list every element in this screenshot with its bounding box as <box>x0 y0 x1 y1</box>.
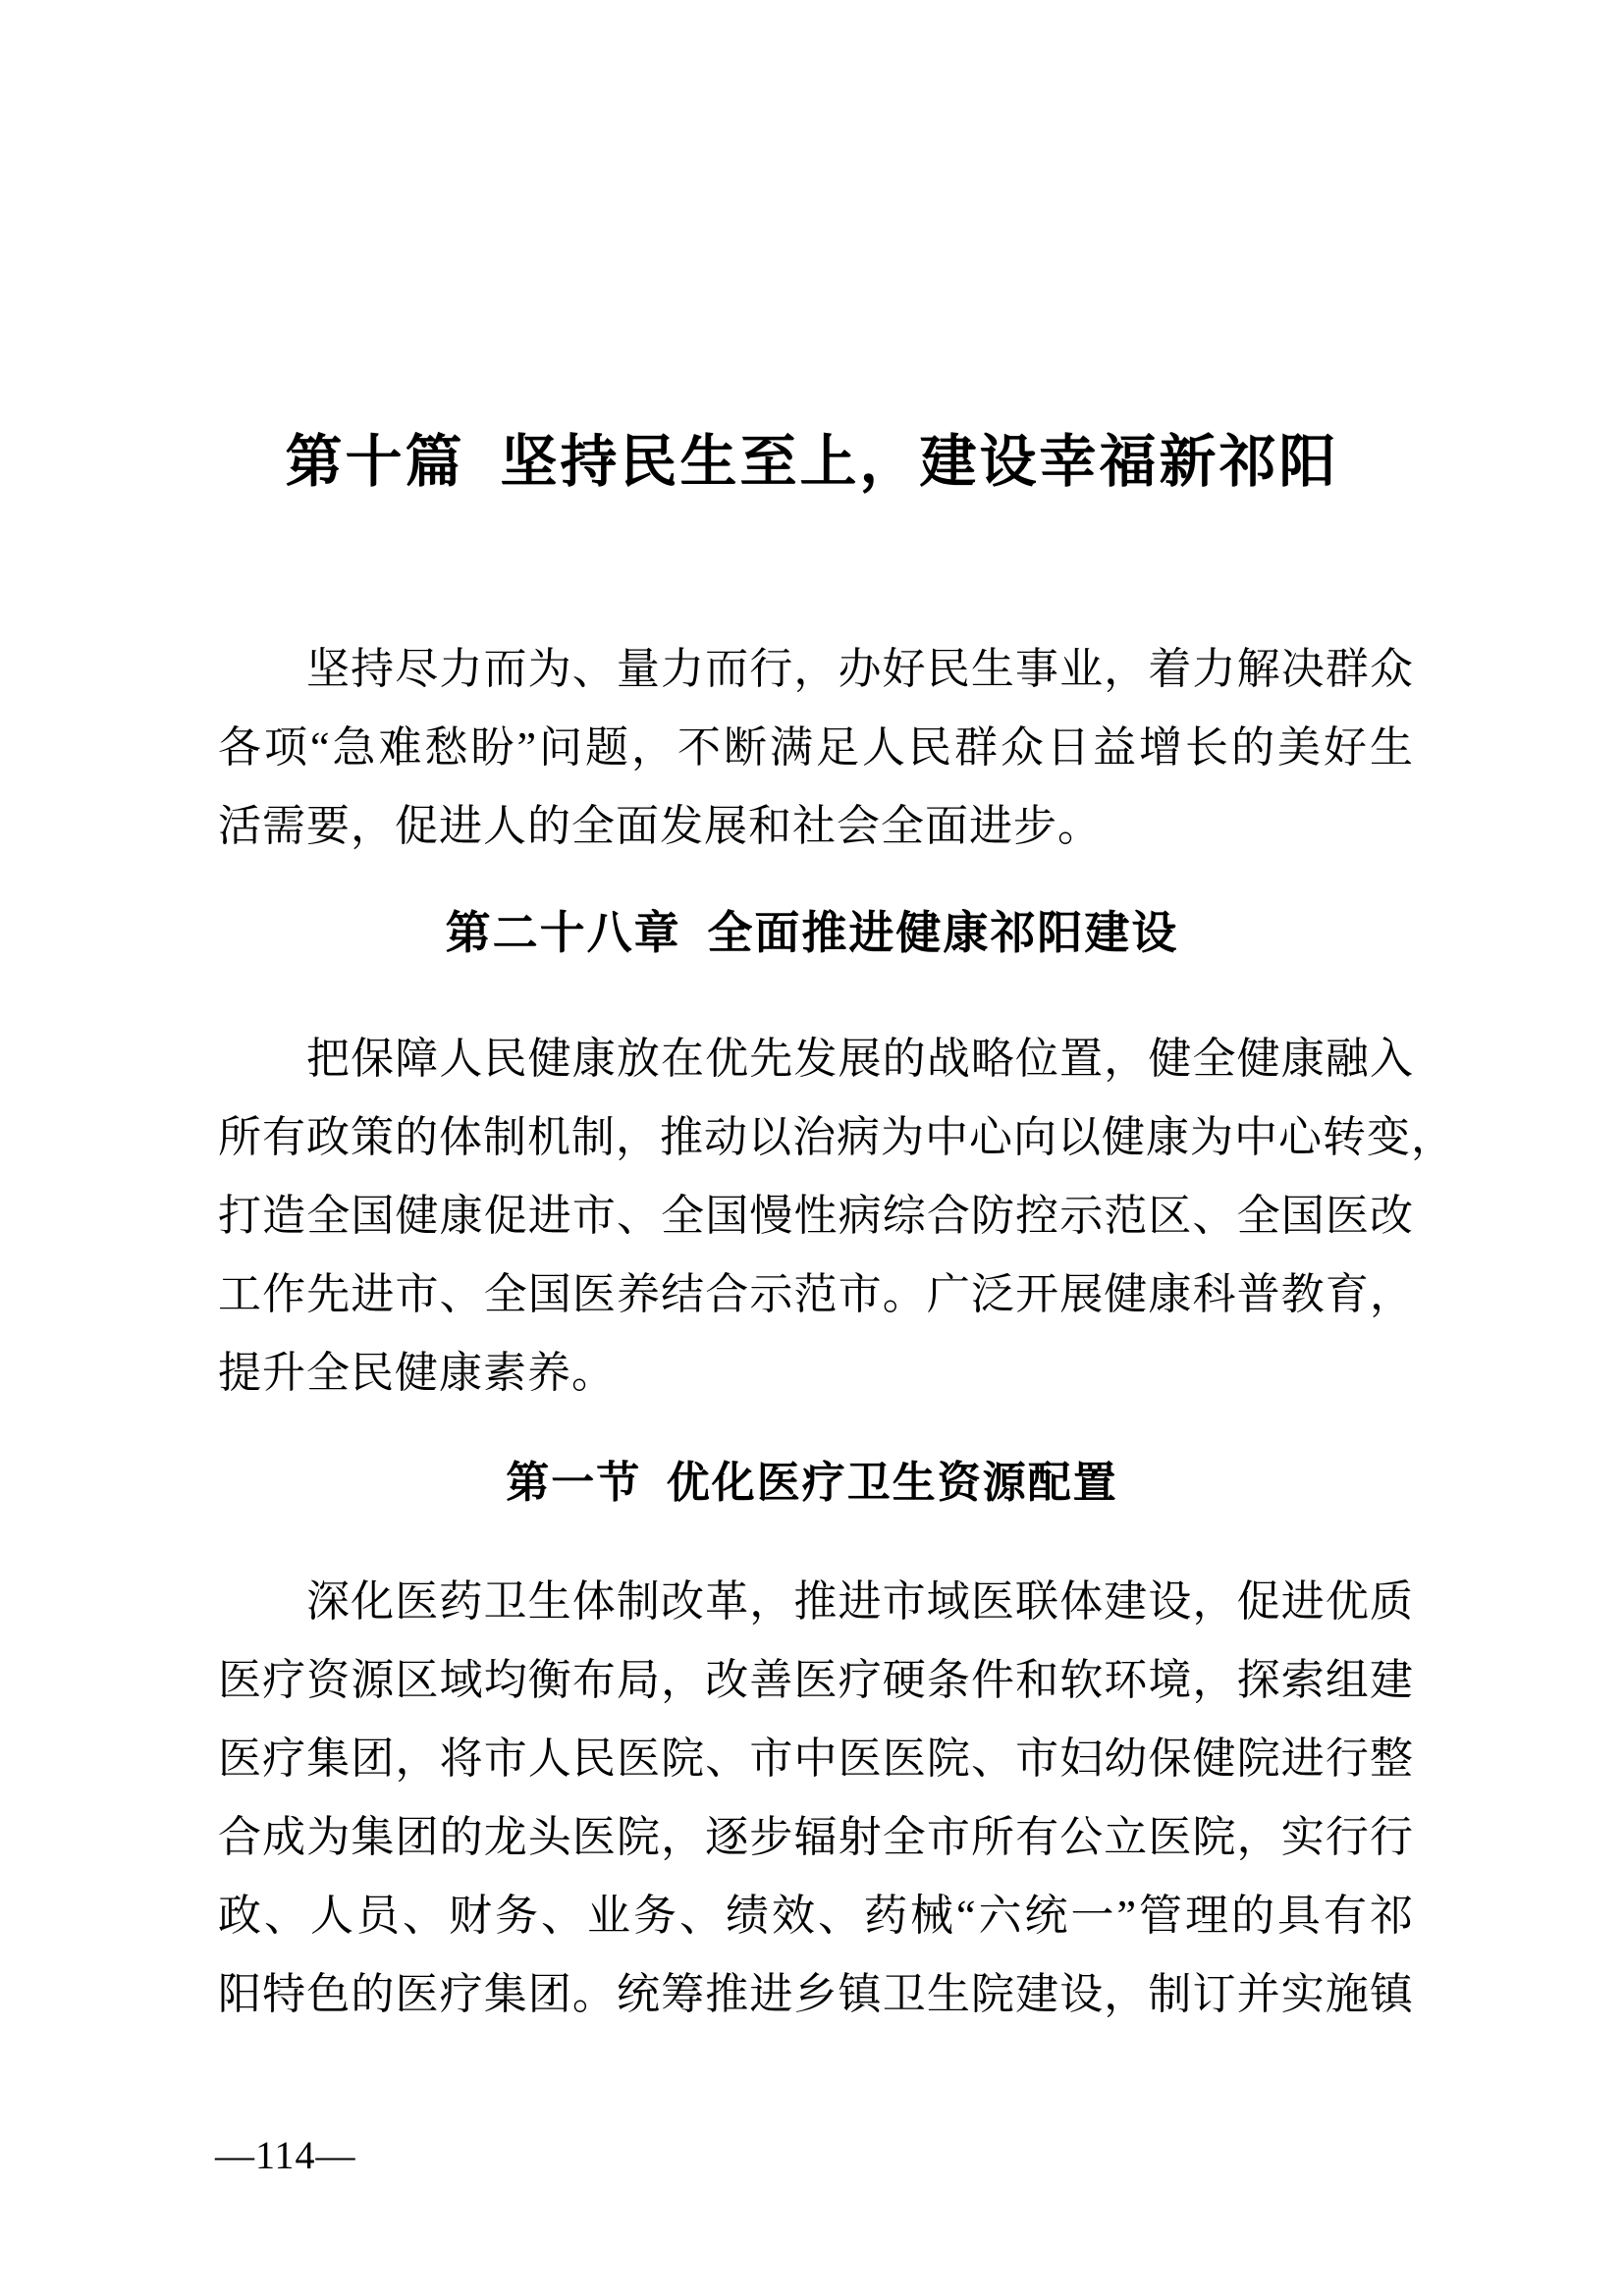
paragraph-line: 政、人员、财务、业务、绩效、药械“六统一”管理的具有祁 <box>218 1892 1414 1940</box>
paragraph-line: 各项“急难愁盼”问题，不断满足人民群众日益增长的美好生 <box>218 723 1414 772</box>
paragraph-line: 把保障人民健康放在优先发展的战略位置，健全健康融入 <box>306 1035 1414 1083</box>
paragraph-line: 所有政策的体制机制，推动以治病为中心向以健康为中心转变， <box>218 1113 1455 1161</box>
section-paragraph <box>218 1563 1414 2034</box>
paragraph-line: 打造全国健康促进市、全国慢性病综合防控示范区、全国医改 <box>218 1192 1414 1240</box>
paragraph-line: 活需要，促进人的全面发展和社会全面进步。 <box>218 802 1102 850</box>
paragraph-line: 坚持尽力而为、量力而行，办好民生事业，着力解决群众 <box>306 645 1414 693</box>
chapter-heading-text: 全面推进健康祁阳建设 <box>707 907 1179 958</box>
part-title-label: 第十篇 <box>285 430 465 494</box>
paragraph-line: 提升全民健康素养。 <box>218 1349 616 1397</box>
paragraph-line: 医疗集团，将市人民医院、市中医医院、市妇幼保健院进行整 <box>218 1735 1414 1783</box>
chapter-heading-label: 第二十八章 <box>445 907 681 958</box>
section-heading <box>0 1457 1624 1510</box>
section-heading-label: 第一节 <box>506 1459 642 1507</box>
paragraph-line: 合成为集团的龙头医院，逐步辐射全市所有公立医院，实行行 <box>218 1813 1414 1861</box>
paragraph-line: 深化医药卫生体制改革，推进市域医联体建设，促进优质 <box>306 1577 1414 1626</box>
page-number: —114— <box>215 2133 356 2177</box>
part-title <box>0 428 1624 497</box>
paragraph-line: 工作先进市、全国医养结合示范市。广泛开展健康科普教育， <box>218 1270 1414 1318</box>
chapter-paragraph <box>218 1020 1455 1413</box>
part-title-text: 坚持民生至上，建设幸福新祁阳 <box>500 430 1339 494</box>
paragraph-line: 医疗资源区域均衡布局，改善医疗硬条件和软环境，探索组建 <box>218 1656 1414 1704</box>
intro-paragraph <box>218 630 1414 866</box>
chapter-heading <box>0 905 1624 960</box>
paragraph-line: 阳特色的医疗集团。统筹推进乡镇卫生院建设，制订并实施镇 <box>218 1970 1414 2018</box>
section-heading-text: 优化医疗卫生资源配置 <box>666 1459 1118 1507</box>
